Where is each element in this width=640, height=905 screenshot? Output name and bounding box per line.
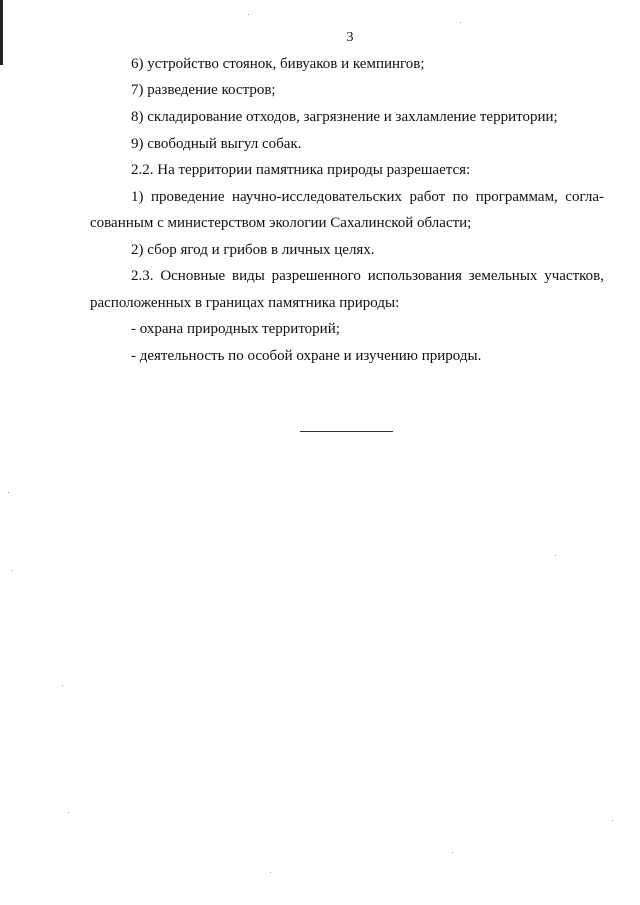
list-item-6: 6) устройство стоянок, бивуаков и кемпингов; xyxy=(131,56,425,72)
scan-speck xyxy=(62,685,63,686)
land-use-item-1: - охрана природных территорий; xyxy=(131,321,340,337)
permitted-item-1-line-1: 1) проведение научно-исследовательских работ по программам, согла- xyxy=(131,189,604,205)
scan-speck xyxy=(555,555,556,556)
list-item-8: 8) складирование отходов, загрязнение и захламление территории; xyxy=(131,109,558,125)
permitted-item-2: 2) сбор ягод и грибов в личных целях. xyxy=(131,242,375,258)
scan-speck xyxy=(460,22,461,23)
scan-speck xyxy=(248,14,249,15)
scan-speck xyxy=(12,570,13,571)
section-2-3-line-2: расположенных в границах памятника природы: xyxy=(90,295,400,311)
page-number: 3 xyxy=(346,30,354,45)
list-item-9: 9) свободный выгул собак. xyxy=(131,136,302,152)
list-item-7: 7) разведение костров; xyxy=(131,82,276,98)
section-2-3-line-1: 2.3. Основные виды разрешенного использования земельных участков, xyxy=(131,268,604,284)
scan-speck xyxy=(68,812,69,813)
end-of-text-rule xyxy=(300,431,393,432)
land-use-item-2: - деятельность по особой охране и изучению природы. xyxy=(131,348,482,364)
permitted-item-1-line-2: сованным с министерством экологии Сахалинской области; xyxy=(90,215,472,231)
scan-speck xyxy=(270,872,271,873)
scan-speck xyxy=(612,820,613,821)
scan-speck xyxy=(8,492,9,493)
section-2-2-heading: 2.2. На территории памятника природы разрешается: xyxy=(131,162,471,178)
scan-speck xyxy=(452,852,453,853)
